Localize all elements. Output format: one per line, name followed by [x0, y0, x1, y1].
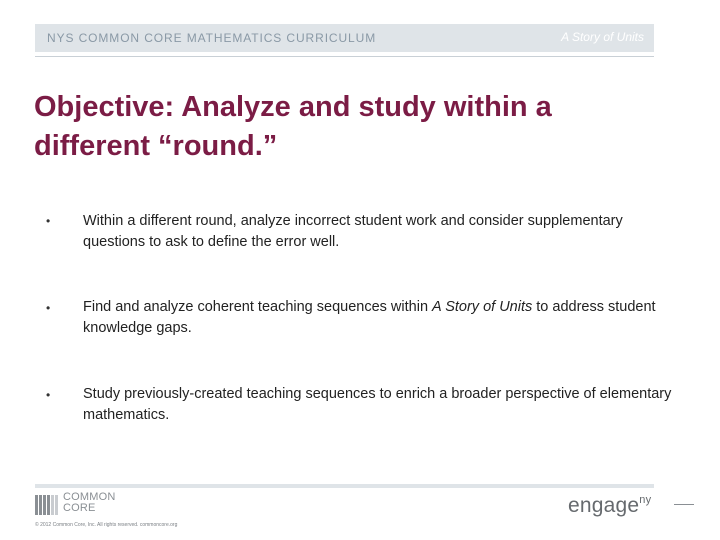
common-core-wordmark: [63, 492, 116, 514]
series-label: A Story of Units: [561, 30, 644, 44]
engage-word: engage: [568, 494, 640, 517]
engageny-logo: [568, 494, 651, 518]
story-of-units-title: A Story of Units: [432, 299, 533, 315]
bullet-item: Study previously-created teaching sequences to enrich a broader perspective of elementary mathematics.: [83, 386, 672, 423]
bullet-item: [83, 297, 683, 339]
logo-line: CORE: [63, 502, 96, 514]
bullet-marker: •: [46, 301, 51, 315]
logo-line: COMMON: [63, 491, 116, 503]
curriculum-label: NYS COMMON CORE MATHEMATICS CURRICULUM: [47, 31, 377, 45]
ny-superscript: ny: [639, 494, 652, 506]
bullet-item: Within a different round, analyze incorrect student work and consider supplementary questions to ask to define the error well.: [83, 213, 623, 250]
bullet-marker: •: [46, 214, 51, 228]
bullet-text-part: Find and analyze coherent teaching sequences within: [83, 299, 433, 315]
slide-title: Objective: Analyze and study within a different “round.”: [34, 91, 552, 162]
header-divider: [35, 56, 654, 57]
footer-divider: [35, 484, 654, 488]
bullet-text-part: to address student knowledge gaps.: [83, 299, 656, 336]
common-core-logo-icon: [35, 495, 59, 515]
header-bar: [35, 24, 654, 52]
copyright-notice: © 2012 Common Core, Inc. All rights reserved. commoncore.org: [35, 522, 178, 528]
footer-accent-line: [674, 504, 694, 505]
bullet-marker: •: [46, 388, 51, 402]
